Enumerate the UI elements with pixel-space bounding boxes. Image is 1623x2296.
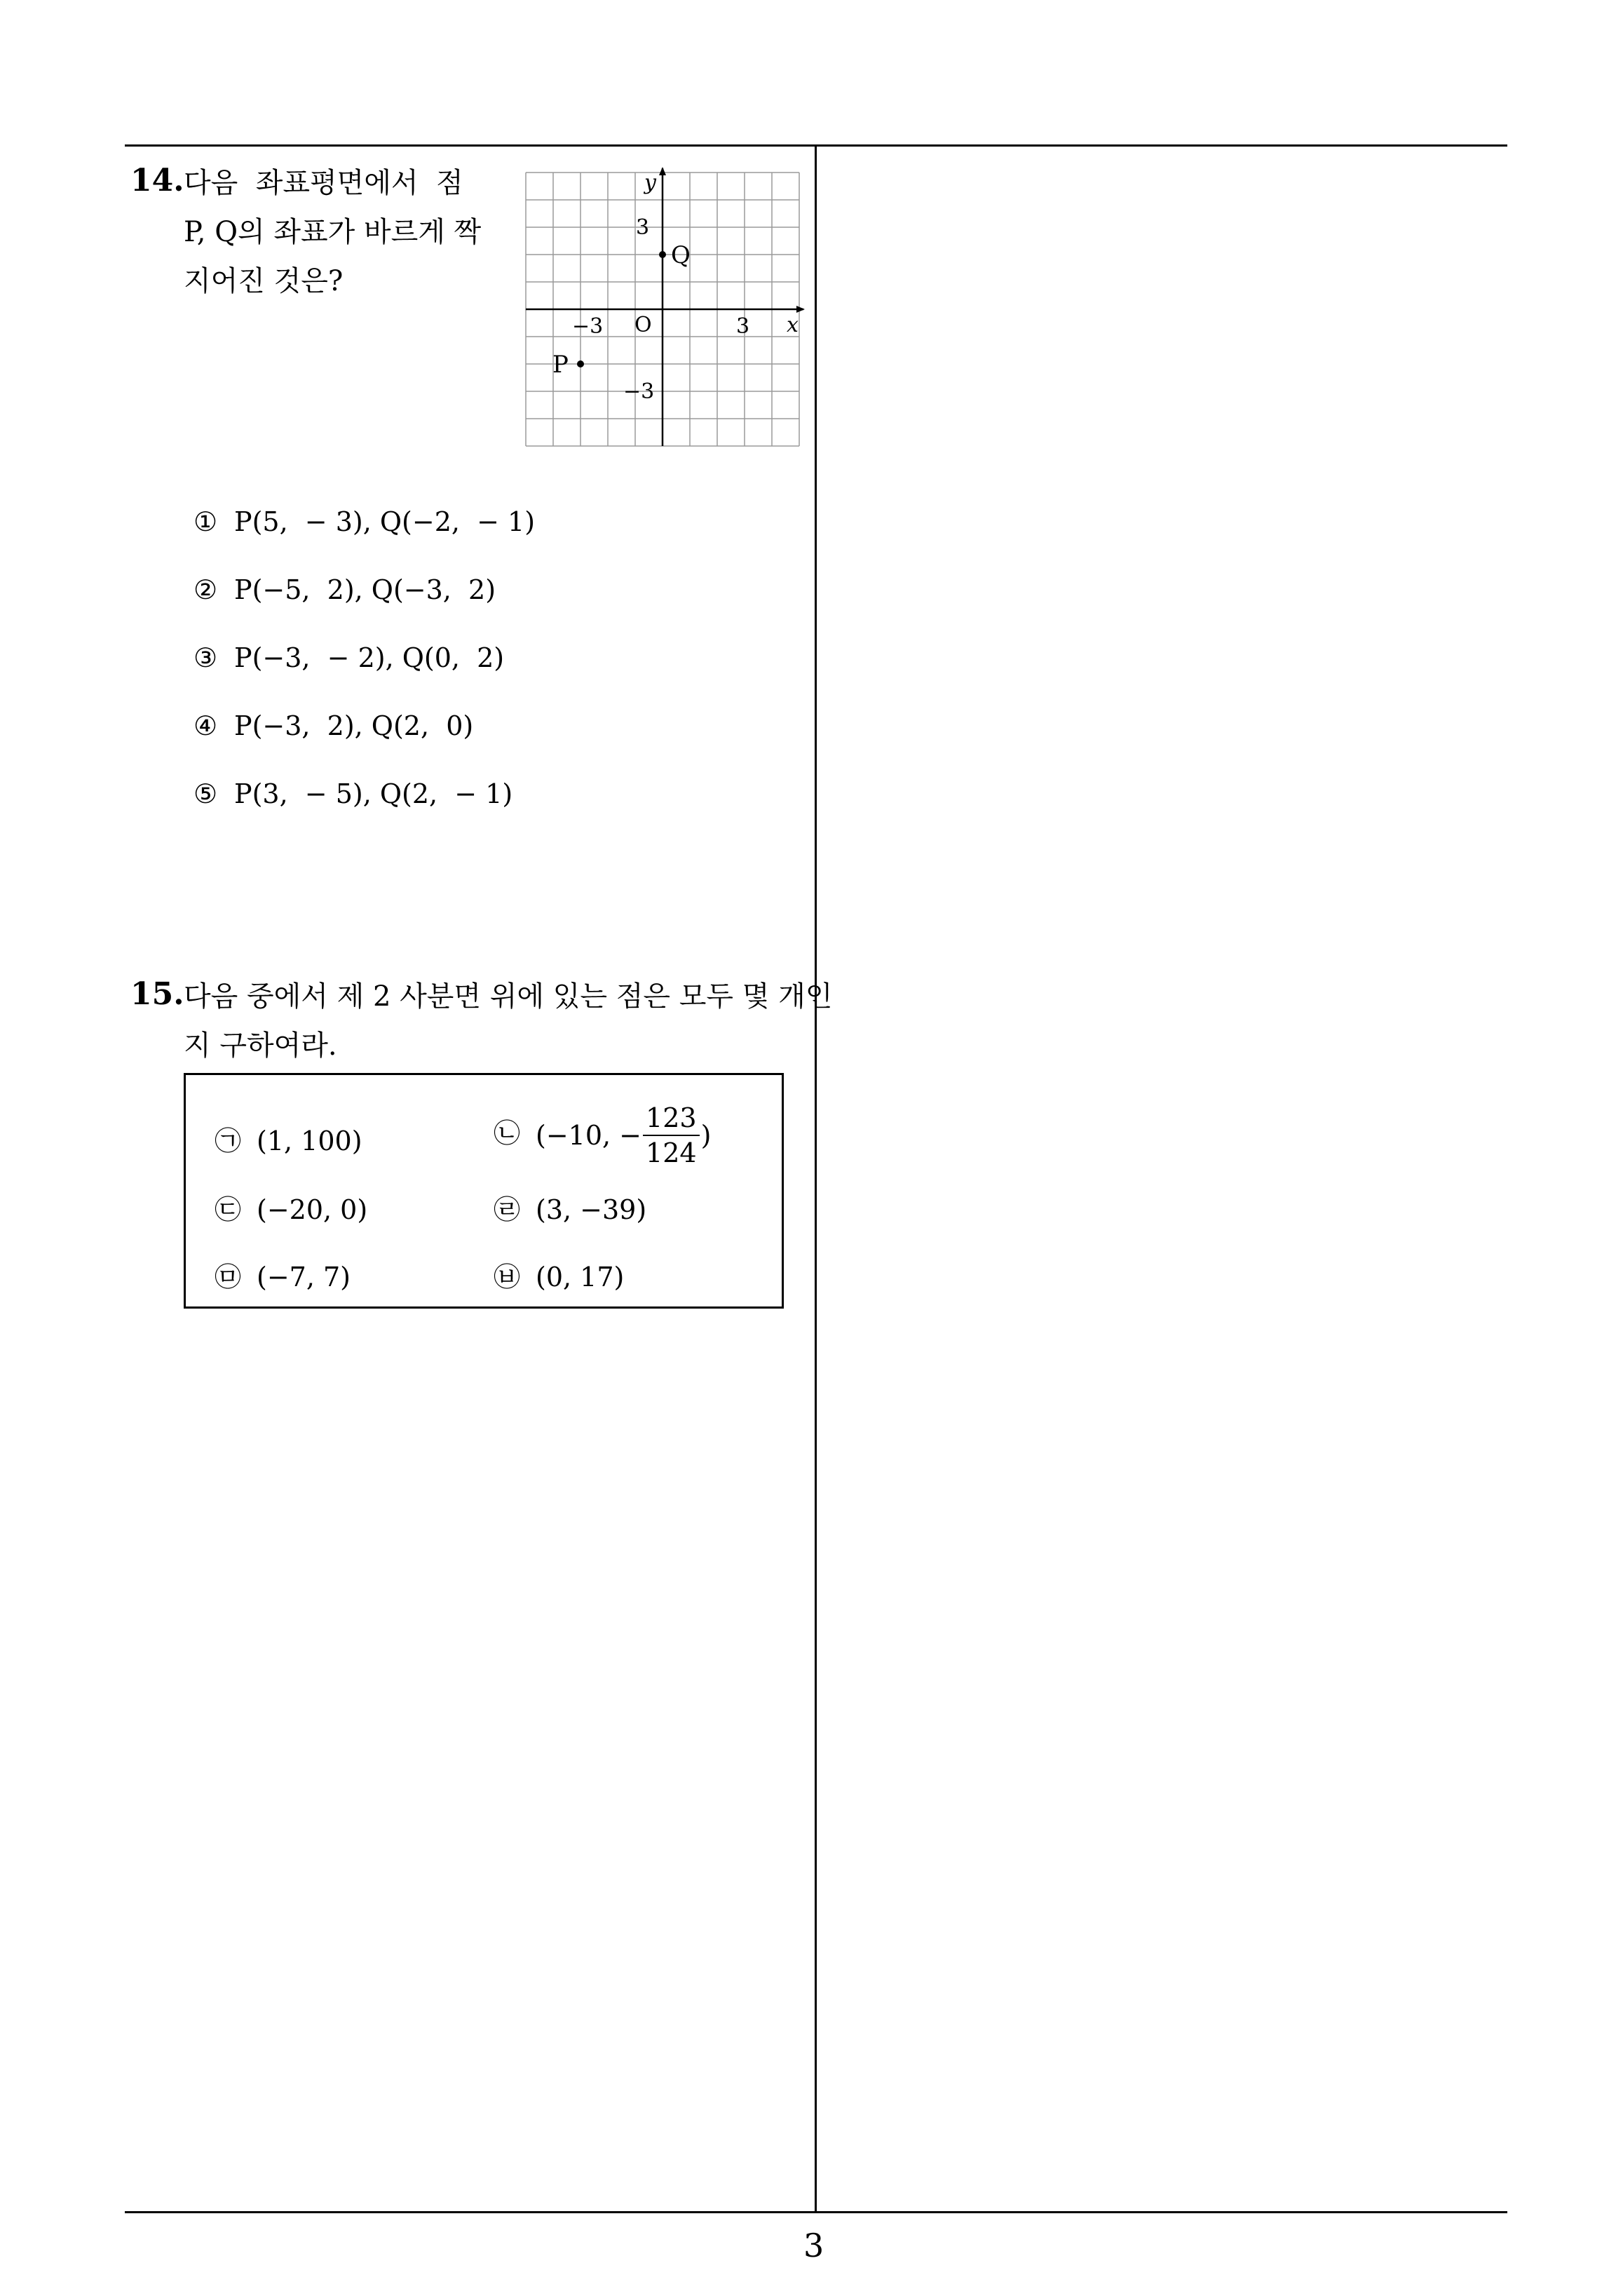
q14-line-2: P, Q의 좌표가 바르게 짝 <box>184 216 482 248</box>
axes <box>526 167 805 446</box>
q14-choice-3[interactable] <box>193 642 504 673</box>
item-4-mark: ㉣ <box>494 1194 521 1225</box>
item-3-mark: ㉢ <box>215 1194 242 1225</box>
item-6-text: (0, 17) <box>536 1262 625 1292</box>
item-2-mark: ㉡ <box>494 1117 521 1149</box>
point-label-p: P <box>552 351 569 379</box>
x-axis-arrow <box>796 306 805 313</box>
x-axis-label: x <box>787 313 799 337</box>
choice-1-mark: ① <box>193 506 218 537</box>
q14-line-3: 지어진 것은? <box>184 265 344 297</box>
q14-choice-2[interactable] <box>193 574 496 605</box>
q15-line-1: 다음 중에서 제 2 사분면 위에 있는 점은 모두 몇 개인 <box>184 980 833 1013</box>
y-axis-label: y <box>644 170 656 195</box>
item-1-text: (1, 100) <box>257 1126 362 1156</box>
choice-2-text: P(−5, 2), Q(−3, 2) <box>234 574 496 605</box>
item-3-text: (−20, 0) <box>257 1194 368 1225</box>
point-label-q: Q <box>671 241 691 269</box>
q15-item-1 <box>215 1119 362 1158</box>
item-1-mark: ㉠ <box>215 1126 242 1156</box>
point-p <box>577 360 584 367</box>
q15-line-2: 지 구하여라. <box>184 1029 337 1062</box>
choice-4-mark: ④ <box>193 710 218 741</box>
choice-3-text: P(−3, − 2), Q(0, 2) <box>234 642 505 673</box>
choice-3-mark: ③ <box>193 642 218 673</box>
q14-choice-4[interactable] <box>193 710 473 741</box>
x-tick-label: −3 <box>572 314 604 339</box>
x-tick-label: 3 <box>736 314 750 339</box>
choice-1-text: P(5, − 3), Q(−2, − 1) <box>234 506 536 537</box>
graph-marks <box>552 170 799 404</box>
item-2-fraction <box>643 1101 700 1170</box>
coordinate-plane <box>519 166 806 453</box>
q15-item-5 <box>215 1255 351 1294</box>
point-q <box>659 251 666 258</box>
q15-item-4 <box>494 1188 646 1227</box>
q14-number: 14. <box>130 163 184 198</box>
q14-line-1: 다음 좌표평면에서 점 <box>184 167 463 199</box>
y-tick-label: 3 <box>636 215 650 240</box>
y-axis-arrow <box>659 167 666 175</box>
bottom-rule <box>125 2211 1507 2213</box>
choice-4-text: P(−3, 2), Q(2, 0) <box>234 710 474 741</box>
q15-item-2 <box>494 1101 711 1170</box>
item-6-mark: ㉥ <box>494 1262 521 1292</box>
q15-number: 15. <box>130 976 184 1012</box>
fraction-numerator: 123 <box>643 1101 700 1136</box>
page-number: 3 <box>803 2227 824 2264</box>
choice-5-text: P(3, − 5), Q(2, − 1) <box>234 778 513 809</box>
item-2-prefix: (−10, − <box>536 1120 642 1151</box>
y-tick-label: −3 <box>623 379 655 404</box>
q14-choice-5[interactable] <box>193 778 512 809</box>
item-5-text: (−7, 7) <box>257 1262 351 1292</box>
column-divider <box>815 144 817 2213</box>
choice-5-mark: ⑤ <box>193 778 218 809</box>
item-2-suffix: ) <box>700 1120 712 1151</box>
q15-item-6 <box>494 1255 624 1294</box>
origin-label: O <box>634 313 652 337</box>
item-4-text: (3, −39) <box>536 1194 647 1225</box>
item-5-mark: ㉤ <box>215 1262 242 1292</box>
fraction-denominator: 124 <box>646 1137 697 1168</box>
q15-item-3 <box>215 1188 367 1227</box>
q14-choice-1[interactable] <box>193 506 535 537</box>
choice-2-mark: ② <box>193 574 218 605</box>
